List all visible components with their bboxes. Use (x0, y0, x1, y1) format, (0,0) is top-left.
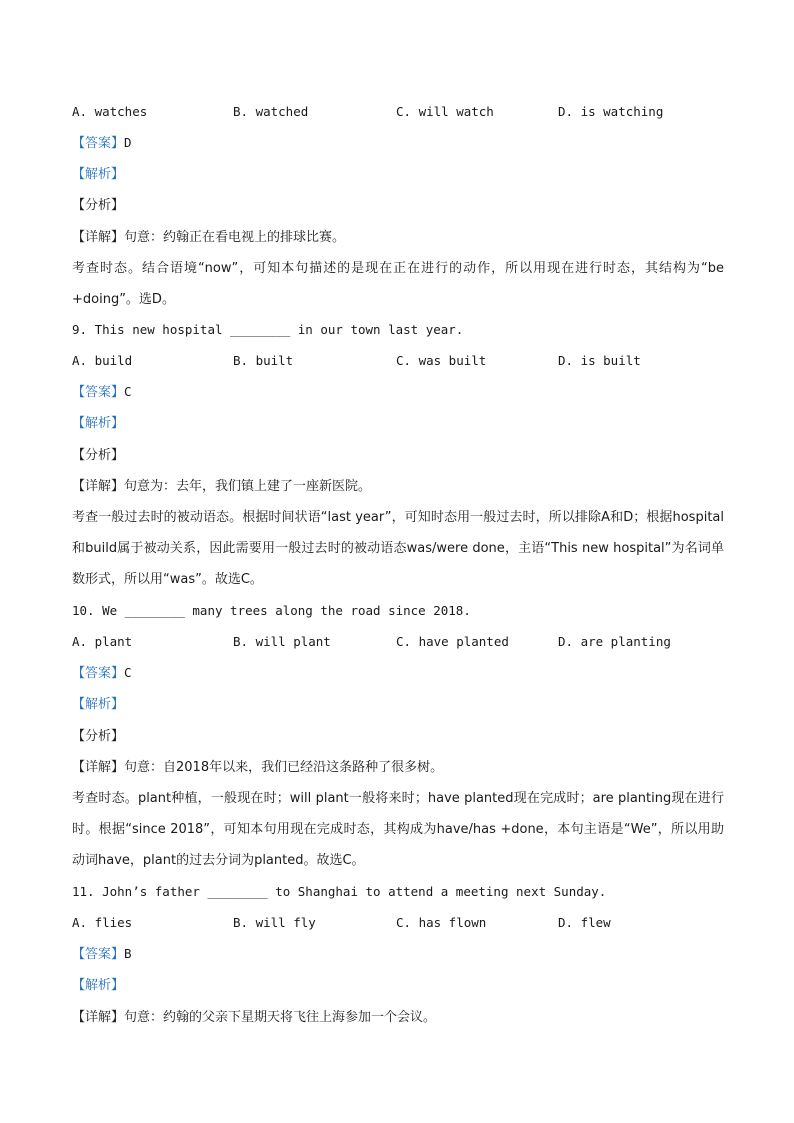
q10-option-a: A. plant (72, 634, 133, 649)
jiexi-label: 【解析】 (72, 697, 125, 712)
q8-jiexi (72, 165, 732, 184)
q11-option-c: C. has flown (396, 915, 487, 930)
detail-label: 【详解】 (72, 479, 125, 494)
answer-value: C (124, 665, 132, 680)
detail-label: 【详解】 (72, 1010, 125, 1025)
q8-fenxi (72, 196, 732, 215)
fenxi-label: 【分析】 (72, 448, 125, 463)
q10-fenxi (72, 727, 732, 746)
q9-fenxi (72, 446, 732, 465)
detail-label: 【详解】 (72, 760, 125, 775)
q11-detail (72, 1008, 732, 1027)
q11-jiexi (72, 976, 732, 995)
detail-text: 句意为：去年，我们镇上建了一座新医院。 (124, 479, 372, 494)
jiexi-label: 【解析】 (72, 416, 125, 431)
q11-option-d: D. flew (558, 915, 611, 930)
answer-label: 【答案】 (72, 947, 125, 962)
q10-stem: 10. We ________ many trees along the road since 2018. (72, 603, 471, 618)
detail-label: 【详解】 (72, 230, 125, 245)
q10-option-d: D. are planting (558, 634, 671, 649)
q9-option-a: A. build (72, 353, 133, 368)
q8-answer (72, 134, 732, 153)
jiexi-label: 【解析】 (72, 978, 125, 993)
detail-text: 句意：自2018年以来，我们已经沿这条路种了很多树。 (124, 760, 444, 775)
q11-answer (72, 945, 732, 964)
q11-option-a: A. flies (72, 915, 133, 930)
fenxi-label: 【分析】 (72, 198, 125, 213)
jiexi-label: 【解析】 (72, 167, 125, 182)
answer-label: 【答案】 (72, 136, 125, 151)
q10-option-b: B. will plant (233, 634, 331, 649)
q8-option-c: C. will watch (396, 104, 494, 119)
q8-detail (72, 228, 732, 247)
answer-label: 【答案】 (72, 666, 125, 681)
q8-explanation: 考查时态。结合语境“now”，可知本句描述的是现在正在进行的动作，所以用现在进行时态，其结构为“be +doing”。选D。 (72, 261, 724, 307)
q8-option-b: B. watched (233, 104, 309, 119)
q9-option-c: C. was built (396, 353, 487, 368)
q10-detail (72, 758, 732, 777)
answer-value: B (124, 946, 132, 961)
q10-option-c: C. have planted (396, 634, 509, 649)
detail-text: 句意：约翰正在看电视上的排球比赛。 (124, 230, 346, 245)
answer-label: 【答案】 (72, 385, 125, 400)
q8-option-d: D. is watching (558, 104, 664, 119)
q9-answer (72, 383, 732, 402)
answer-value: C (124, 384, 132, 399)
q10-explanation: 考查时态。plant种植，一般现在时；will plant一般将来时；have planted现在完成时；are planting现在进行时。根据“since 2018”，可知本句用现在完成时态，其构成为have/has +done，本句主语是“We”，所以用助动词have，plant的过去分词为planted。故选C。 (72, 791, 724, 868)
q11-stem: 11. John’s father ________ to Shanghai to attend a meeting next Sunday. (72, 884, 607, 899)
q10-jiexi (72, 695, 732, 714)
q9-stem: 9. This new hospital ________ in our town last year. (72, 322, 464, 337)
q9-option-d: D. is built (558, 353, 641, 368)
answer-value: D (124, 135, 132, 150)
q8-option-a: A. watches (72, 104, 148, 119)
q9-explanation: 考查一般过去时的被动语态。根据时间状语“last year”，可知时态用一般过去时，所以排除A和D；根据hospital和build属于被动关系，因此需要用一般过去时的被动语态was/were done，主语“This new hospital”为名词单数形式，所以用“was”。故选C。 (72, 510, 724, 587)
detail-text: 句意：约翰的父亲下星期天将飞往上海参加一个会议。 (124, 1010, 437, 1025)
q9-option-b: B. built (233, 353, 294, 368)
q10-answer (72, 664, 732, 683)
q9-jiexi (72, 414, 732, 433)
q9-detail (72, 477, 732, 496)
fenxi-label: 【分析】 (72, 729, 125, 744)
q11-option-b: B. will fly (233, 915, 316, 930)
